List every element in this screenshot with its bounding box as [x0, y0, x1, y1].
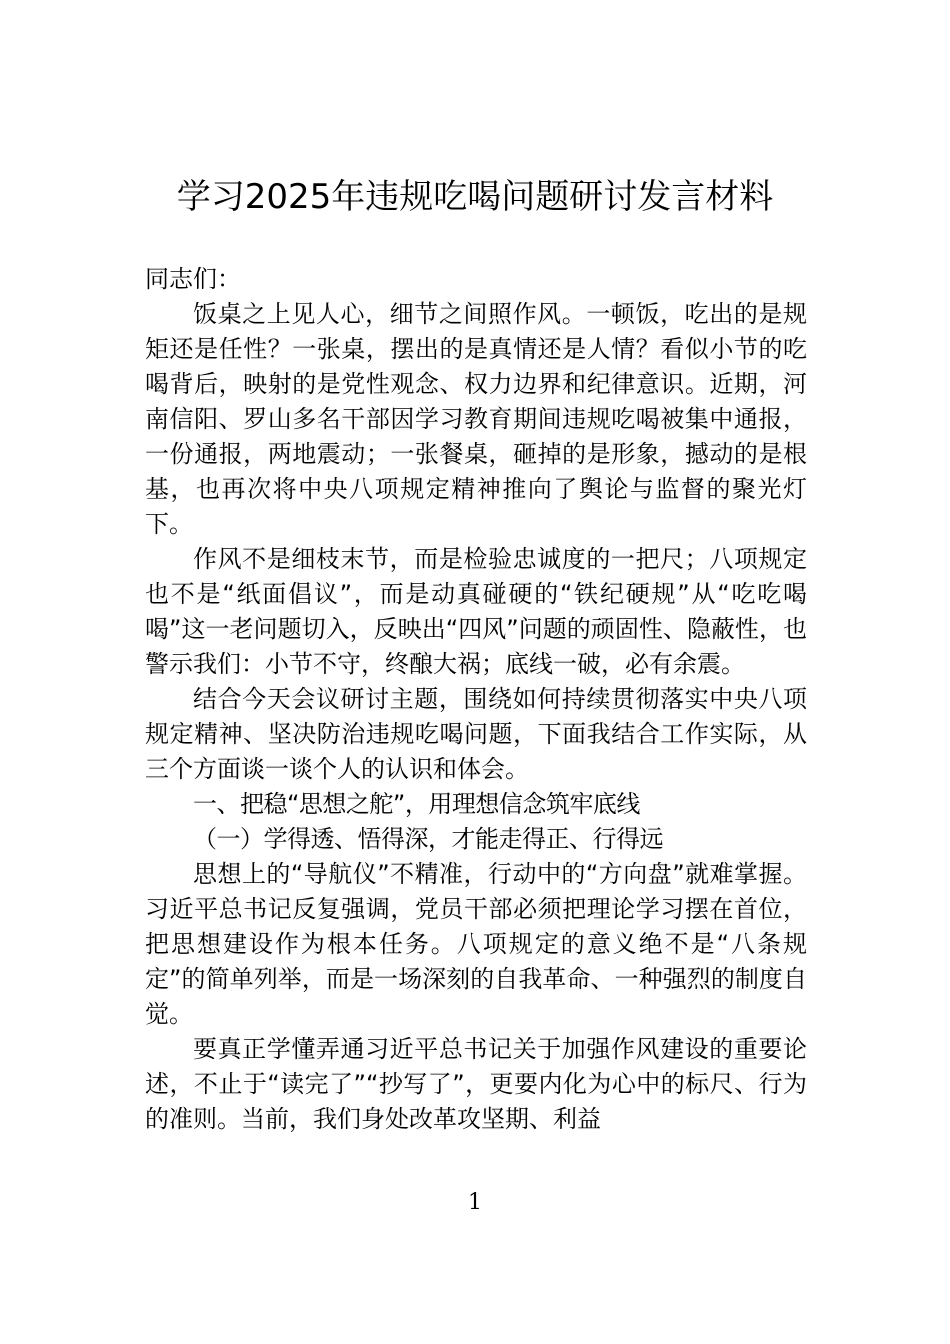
- salutation: 同志们：: [145, 265, 241, 293]
- paragraph-5: 要真正学懂弄通习近平总书记关于加强作风建设的重要论述，不止于“读完了”“抄写了”，更要内化为心中的标尺、行为的准则。当前，我们身处改革攻坚期、利益: [145, 1035, 807, 1133]
- paragraph-1: 饭桌之上见人心，细节之间照作风。一顿饭，吃出的是规矩还是任性？一张桌，摆出的是真情还是人情？看似小节的吃喝背后，映射的是党性观念、权力边界和纪律意识。近期，河南信阳、罗山多名干部因学习教育期间违规吃喝被集中通报，一份通报，两地震动；一张餐桌，砸掉的是形象，撼动的是根基，也再次将中央八项规定精神推向了舆论与监督的聚光灯下。: [145, 300, 807, 538]
- section-heading-1: 一、把稳“思想之舵”，用理想信念筑牢底线: [193, 790, 640, 818]
- document-body: [145, 262, 807, 1137]
- paragraph-3: 结合今天会议研讨主题，围绕如何持续贯彻落实中央八项规定精神、坚决防治违规吃喝问题，下面我结合工作实际，从三个方面谈一谈个人的认识和体会。: [145, 685, 807, 783]
- page-number: 1: [468, 1190, 482, 1215]
- paragraph-4: 思想上的“导航仪”不精准，行动中的“方向盘”就难掌握。习近平总书记反复强调，党员干部必须把理论学习摆在首位，把思想建设作为根本任务。八项规定的意义绝不是“八条规定”的简单列举，而是一场深刻的自我革命、一种强烈的制度自觉。: [145, 860, 807, 1028]
- document-title: 学习2025年违规吃喝问题研讨发言材料: [176, 177, 774, 217]
- paragraph-2: 作风不是细枝末节，而是检验忠诚度的一把尺；八项规定也不是“纸面倡议”，而是动真碰硬的“铁纪硬规”从“吃吃喝喝”这一老问题切入，反映出“四风”问题的顽固性、隐蔽性，也警示我们：小节不守，终酿大祸；底线一破，必有余震。: [145, 545, 807, 678]
- subsection-heading-1-1: （一）学得透、悟得深，才能走得正、行得远: [193, 825, 663, 853]
